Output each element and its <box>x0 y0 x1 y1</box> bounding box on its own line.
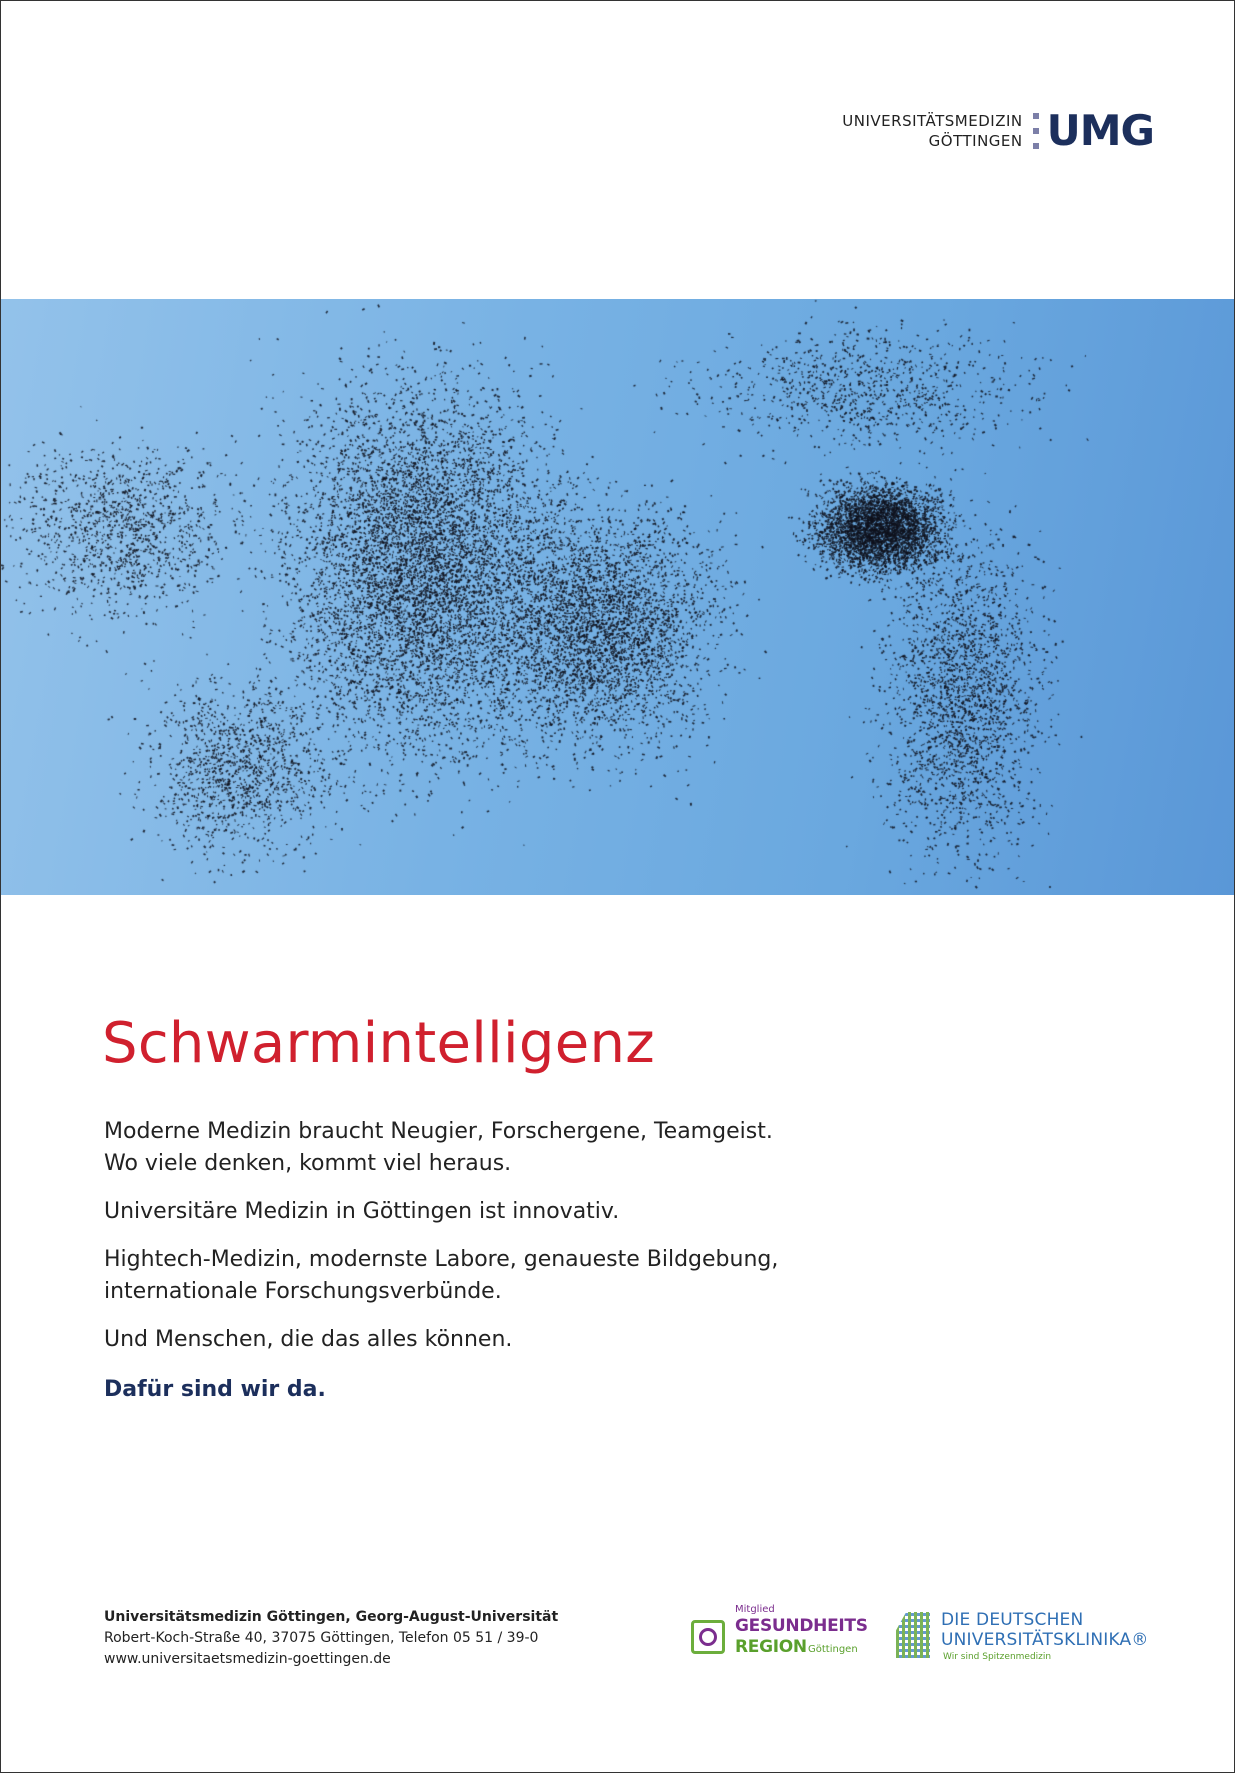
body-line: internationale Forschungsverbünde. <box>104 1279 502 1304</box>
body-line: Hightech-Medizin, modernste Labore, genaueste Bildgebung, <box>104 1247 779 1272</box>
body-line: Wo viele denken, kommt viel heraus. <box>104 1151 512 1176</box>
tagline: Dafür sind wir da. <box>104 1377 326 1402</box>
universitaetsklinika-logo <box>896 1610 1149 1666</box>
partner2-line2: UNIVERSITÄTSKLINIKA® <box>941 1630 1149 1650</box>
logo-line1: UNIVERSITÄTSMEDIZIN <box>842 112 1023 130</box>
partner2-slogan: Wir sind Spitzenmedizin <box>943 1652 1052 1662</box>
paragraph-1 <box>104 1116 864 1180</box>
universitaetsklinika-icon <box>896 1612 930 1658</box>
starling-murmuration-image <box>1 299 1234 895</box>
headline: Schwarmintelligenz <box>102 1011 655 1076</box>
logo-bar-icon <box>1033 113 1039 149</box>
logo-text <box>842 111 1022 151</box>
partner2-line1: DIE DEUTSCHEN <box>941 1610 1084 1630</box>
logo-mark: UMG <box>1046 106 1154 155</box>
footer-address <box>104 1607 558 1670</box>
footer-street: Robert-Koch-Straße 40, 37075 Göttingen, Telefon 05 51 / 39-0 <box>104 1630 539 1646</box>
partner1-line2: REGION <box>735 1637 807 1657</box>
paragraph-4 <box>104 1324 864 1356</box>
footer-website[interactable]: www.universitaetsmedizin-goettingen.de <box>104 1651 391 1667</box>
hero-image <box>1 299 1234 895</box>
gesundheitsregion-icon <box>691 1620 725 1654</box>
partner1-city: Göttingen <box>808 1644 858 1655</box>
partner1-small: Mitglied <box>735 1604 775 1615</box>
footer-institution: Universitätsmedizin Göttingen, Georg-August-Universität <box>104 1609 559 1625</box>
gesundheitsregion-logo <box>687 1604 867 1660</box>
logo-line2: GÖTTINGEN <box>928 132 1023 150</box>
body-line: Moderne Medizin braucht Neugier, Forschergene, Teamgeist. <box>104 1119 773 1144</box>
paragraph-2 <box>104 1196 864 1228</box>
paragraph-3 <box>104 1244 864 1308</box>
partner1-line1: GESUNDHEITS <box>735 1616 868 1636</box>
body-line: Und Menschen, die das alles können. <box>104 1327 513 1352</box>
body-line: Universitäre Medizin in Göttingen ist innovativ. <box>104 1199 620 1224</box>
umg-logo <box>842 106 1154 155</box>
body-text <box>104 1116 864 1422</box>
